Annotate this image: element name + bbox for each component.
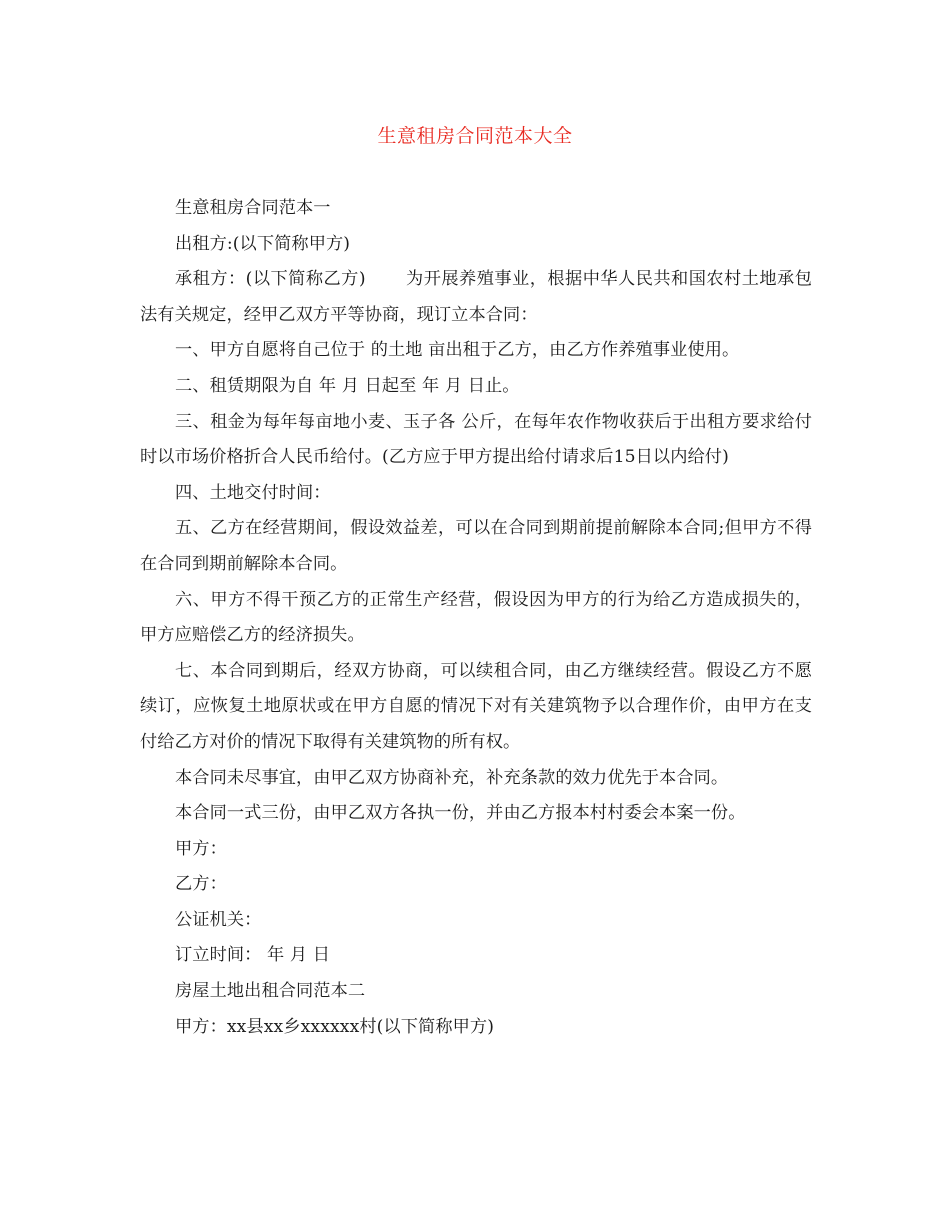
paragraph: 本合同未尽事宜，由甲乙双方协商补充，补充条款的效力优先于本合同。 bbox=[175, 767, 729, 788]
paragraph: 本合同一式三份，由甲乙双方各执一份，并由乙方报本村村委会本案一份。 bbox=[175, 803, 746, 824]
paragraph-clause: 为开展养殖事业，根据中华人民共和国农村土地承包法有关规定，经甲乙双方平等协商，现订立本合同： bbox=[140, 269, 812, 325]
section-heading: 生意租房合同范本一 bbox=[175, 198, 331, 218]
paragraph: 甲方：xx县xx乡xxxxxx村(以下简称甲方) bbox=[175, 1016, 494, 1037]
paragraph: 六、甲方不得干预乙方的正常生产经营，假设因为甲方的行为给乙方造成损失的，甲方应赔偿乙方的经济损失。 bbox=[140, 589, 812, 646]
paragraph bbox=[140, 262, 812, 333]
paragraph-lead: 承租方：(以下简称乙方) bbox=[175, 269, 366, 290]
paragraph: 出租方:(以下简称甲方) bbox=[175, 233, 351, 254]
document-title: 生意租房合同范本大全 bbox=[377, 125, 573, 147]
signature-line: 公证机关： bbox=[175, 909, 262, 930]
document-body bbox=[140, 191, 812, 1045]
date-line: 订立时间： 年 月 日 bbox=[175, 945, 330, 966]
paragraph: 一、甲方自愿将自己位于 的土地 亩出租于乙方，由乙方作养殖事业使用。 bbox=[175, 340, 740, 361]
section-heading: 房屋土地出租合同范本二 bbox=[175, 981, 366, 1002]
paragraph: 四、土地交付时间： bbox=[175, 482, 331, 503]
paragraph: 二、租赁期限为自 年 月 日起至 年 月 日止。 bbox=[175, 375, 520, 396]
paragraph: 三、租金为每年每亩地小麦、玉子各 公斤，在每年农作物收获后于出租方要求给付时以市场价格折合人民币给付。(乙方应于甲方提出给付请求后15日以内给付) bbox=[140, 411, 812, 468]
paragraph: 五、乙方在经营期间，假设效益差，可以在合同到期前提前解除本合同;但甲方不得在合同到期前解除本合同。 bbox=[140, 518, 812, 574]
signature-line: 乙方： bbox=[175, 874, 227, 895]
signature-line: 甲方： bbox=[175, 838, 227, 859]
paragraph: 七、本合同到期后，经双方协商，可以续租合同，由乙方继续经营。假设乙方不愿续订，应恢复土地原状或在甲方自愿的情况下对有关建筑物予以合理作价，由甲方在支付给乙方对价的情况下取得有关建筑物的所有权。 bbox=[140, 660, 812, 752]
